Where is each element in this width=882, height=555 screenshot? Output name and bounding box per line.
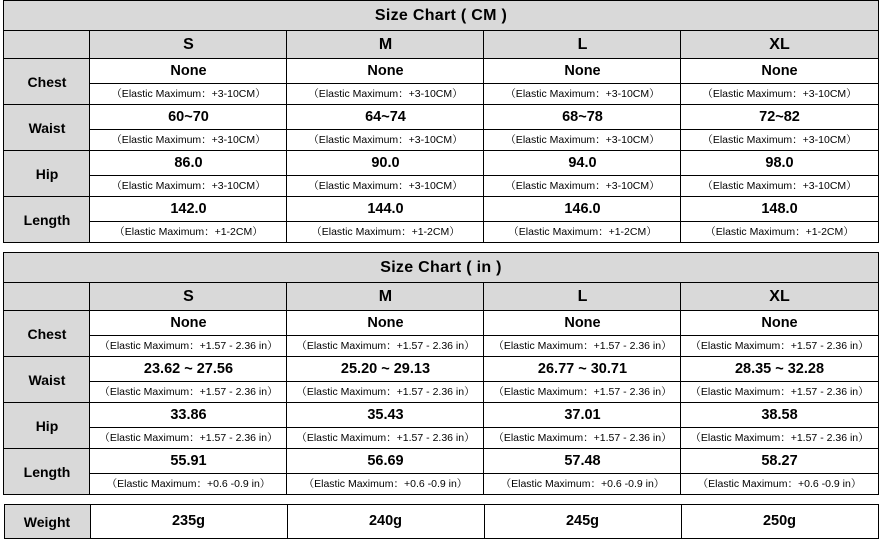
weight-divider bbox=[0, 495, 882, 504]
table-row bbox=[4, 105, 878, 130]
cell-note: （Elastic Maximum：+3-10CM） bbox=[287, 176, 484, 197]
table-note-row bbox=[4, 382, 878, 403]
cell-value: 240g bbox=[287, 505, 484, 539]
row-label-waist: Waist bbox=[4, 357, 90, 403]
cell-note: （Elastic Maximum：+3-10CM） bbox=[484, 130, 681, 151]
table-note-row bbox=[4, 84, 878, 105]
table-note-row bbox=[4, 428, 878, 449]
cell-value: 38.58 bbox=[681, 403, 878, 428]
cell-value: 148.0 bbox=[681, 197, 878, 222]
table-row bbox=[4, 505, 878, 539]
row-label-length: Length bbox=[4, 449, 90, 495]
cell-note: （Elastic Maximum：+1.57 - 2.36 in） bbox=[484, 428, 681, 449]
cell-note: （Elastic Maximum：+0.6 -0.9 in） bbox=[90, 474, 287, 495]
row-label-chest: Chest bbox=[4, 59, 90, 105]
cell-value: None bbox=[681, 311, 878, 336]
cell-note: （Elastic Maximum：+1-2CM） bbox=[90, 222, 287, 243]
cell-note: （Elastic Maximum：+1.57 - 2.36 in） bbox=[484, 382, 681, 403]
cell-value: 94.0 bbox=[484, 151, 681, 176]
weight-table bbox=[4, 504, 879, 539]
cell-value: 57.48 bbox=[484, 449, 681, 474]
cell-value: 25.20 ~ 29.13 bbox=[287, 357, 484, 382]
cell-note: （Elastic Maximum：+3-10CM） bbox=[287, 84, 484, 105]
row-label-hip: Hip bbox=[4, 151, 90, 197]
cell-value: 56.69 bbox=[287, 449, 484, 474]
cell-note: （Elastic Maximum：+3-10CM） bbox=[484, 176, 681, 197]
cell-value: None bbox=[90, 59, 287, 84]
cell-note: （Elastic Maximum：+3-10CM） bbox=[484, 84, 681, 105]
cell-value: None bbox=[90, 311, 287, 336]
row-label-waist: Waist bbox=[4, 105, 90, 151]
cell-value: 68~78 bbox=[484, 105, 681, 130]
cell-value: 235g bbox=[90, 505, 287, 539]
table-row bbox=[4, 197, 878, 222]
table-note-row bbox=[4, 336, 878, 357]
cell-value: 64~74 bbox=[287, 105, 484, 130]
row-label-hip: Hip bbox=[4, 403, 90, 449]
table-note-row bbox=[4, 130, 878, 151]
table-row bbox=[4, 357, 878, 382]
table-note-row bbox=[4, 222, 878, 243]
cell-note: （Elastic Maximum：+1.57 - 2.36 in） bbox=[90, 382, 287, 403]
cell-value: None bbox=[681, 59, 878, 84]
cell-note: （Elastic Maximum：+1.57 - 2.36 in） bbox=[287, 428, 484, 449]
size-header-row bbox=[4, 31, 878, 59]
chart-title: Size Chart ( in ) bbox=[4, 253, 878, 283]
size-header-m: M bbox=[287, 283, 484, 311]
cell-note: （Elastic Maximum：+1-2CM） bbox=[681, 222, 878, 243]
bottom-gap bbox=[0, 539, 882, 547]
cell-value: 144.0 bbox=[287, 197, 484, 222]
cell-value: 245g bbox=[484, 505, 681, 539]
cell-value: 23.62 ~ 27.56 bbox=[90, 357, 287, 382]
cell-note: （Elastic Maximum：+1.57 - 2.36 in） bbox=[681, 428, 878, 449]
cell-value: 58.27 bbox=[681, 449, 878, 474]
cell-value: 142.0 bbox=[90, 197, 287, 222]
cell-note: （Elastic Maximum：+1.57 - 2.36 in） bbox=[90, 428, 287, 449]
cell-note: （Elastic Maximum：+1.57 - 2.36 in） bbox=[681, 382, 878, 403]
table-row bbox=[4, 311, 878, 336]
table-note-row bbox=[4, 176, 878, 197]
table-row bbox=[4, 59, 878, 84]
cell-note: （Elastic Maximum：+3-10CM） bbox=[681, 176, 878, 197]
cell-note: （Elastic Maximum：+3-10CM） bbox=[287, 130, 484, 151]
cell-note: （Elastic Maximum：+3-10CM） bbox=[90, 130, 287, 151]
size-header-l: L bbox=[484, 283, 681, 311]
cell-value: 55.91 bbox=[90, 449, 287, 474]
cell-note: （Elastic Maximum：+0.6 -0.9 in） bbox=[287, 474, 484, 495]
table-row bbox=[4, 449, 878, 474]
cell-value: None bbox=[484, 311, 681, 336]
header-corner bbox=[4, 31, 90, 59]
size-header-xl: XL bbox=[681, 31, 878, 59]
chart-title: Size Chart ( CM ) bbox=[4, 1, 878, 31]
size-header-m: M bbox=[287, 31, 484, 59]
size-header-l: L bbox=[484, 31, 681, 59]
cell-note: （Elastic Maximum：+1-2CM） bbox=[484, 222, 681, 243]
cell-note: （Elastic Maximum：+1.57 - 2.36 in） bbox=[287, 382, 484, 403]
table-row bbox=[4, 151, 878, 176]
cell-note: （Elastic Maximum：+1.57 - 2.36 in） bbox=[90, 336, 287, 357]
table-note-row bbox=[4, 474, 878, 495]
cell-value: None bbox=[287, 311, 484, 336]
size-chart-cm bbox=[3, 0, 878, 243]
cell-value: 37.01 bbox=[484, 403, 681, 428]
cell-note: （Elastic Maximum：+3-10CM） bbox=[90, 84, 287, 105]
cell-value: 146.0 bbox=[484, 197, 681, 222]
cell-note: （Elastic Maximum：+3-10CM） bbox=[90, 176, 287, 197]
cell-note: （Elastic Maximum：+3-10CM） bbox=[681, 84, 878, 105]
chart-title-row bbox=[4, 253, 878, 283]
cell-note: （Elastic Maximum：+0.6 -0.9 in） bbox=[484, 474, 681, 495]
chart-divider bbox=[0, 243, 882, 252]
cell-value: 26.77 ~ 30.71 bbox=[484, 357, 681, 382]
cell-value: 250g bbox=[681, 505, 878, 539]
table-row bbox=[4, 403, 878, 428]
header-corner bbox=[4, 283, 90, 311]
row-label-chest: Chest bbox=[4, 311, 90, 357]
size-header-row bbox=[4, 283, 878, 311]
cell-value: None bbox=[484, 59, 681, 84]
cell-value: 60~70 bbox=[90, 105, 287, 130]
chart-title-row bbox=[4, 1, 878, 31]
cell-value: None bbox=[287, 59, 484, 84]
size-chart-in bbox=[3, 252, 878, 495]
cell-value: 28.35 ~ 32.28 bbox=[681, 357, 878, 382]
cell-value: 90.0 bbox=[287, 151, 484, 176]
cell-value: 72~82 bbox=[681, 105, 878, 130]
cell-value: 33.86 bbox=[90, 403, 287, 428]
row-label-length: Length bbox=[4, 197, 90, 243]
size-header-s: S bbox=[90, 283, 287, 311]
cell-note: （Elastic Maximum：+1.57 - 2.36 in） bbox=[287, 336, 484, 357]
cell-note: （Elastic Maximum：+1-2CM） bbox=[287, 222, 484, 243]
cell-note: （Elastic Maximum：+1.57 - 2.36 in） bbox=[484, 336, 681, 357]
size-header-xl: XL bbox=[681, 283, 878, 311]
cell-value: 98.0 bbox=[681, 151, 878, 176]
size-header-s: S bbox=[90, 31, 287, 59]
cell-value: 35.43 bbox=[287, 403, 484, 428]
cell-note: （Elastic Maximum：+1.57 - 2.36 in） bbox=[681, 336, 878, 357]
cell-value: 86.0 bbox=[90, 151, 287, 176]
cell-note: （Elastic Maximum：+3-10CM） bbox=[681, 130, 878, 151]
row-label-weight: Weight bbox=[4, 505, 90, 539]
cell-note: （Elastic Maximum：+0.6 -0.9 in） bbox=[681, 474, 878, 495]
